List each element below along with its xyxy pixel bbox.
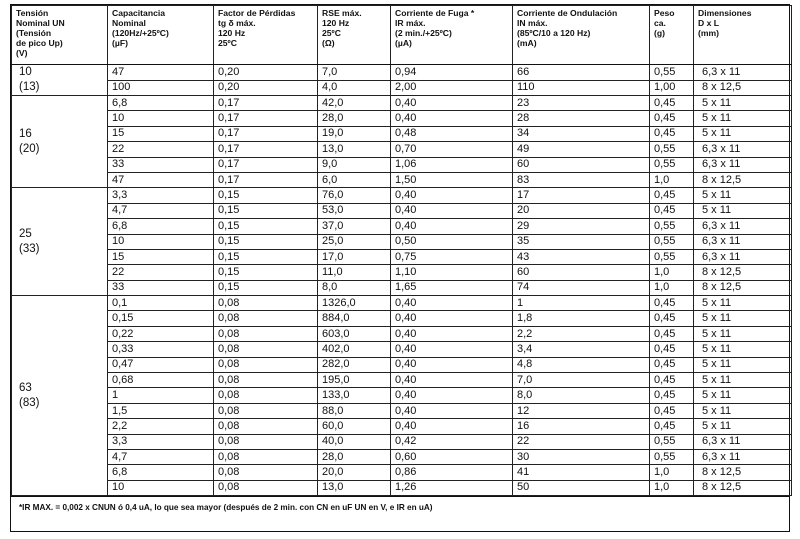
ripple-cell: 20 (513, 203, 650, 218)
weight-cell: 0,55 (650, 434, 694, 449)
ripple-cell: 41 (513, 465, 650, 480)
nominal-voltage: 63 (19, 381, 32, 394)
dimensions-cell: 8 x 12,5 (694, 80, 792, 96)
esr-cell: 60,0 (318, 419, 391, 434)
table-row (12, 172, 792, 187)
loss-factor-cell: 0,08 (214, 419, 318, 434)
header-dimensions: Dimensiones D x L (mm) (694, 6, 792, 65)
dimensions-cell: 5 x 11 (694, 126, 792, 141)
peak-voltage: (13) (19, 81, 40, 93)
loss-factor-cell: 0,08 (214, 465, 318, 480)
loss-factor-cell: 0,15 (214, 265, 318, 280)
table-row (12, 280, 792, 295)
leakage-cell: 0,40 (391, 219, 513, 234)
loss-factor-cell: 0,15 (214, 219, 318, 234)
weight-cell: 0,45 (650, 126, 694, 141)
weight-cell: 0,45 (650, 326, 694, 341)
ripple-cell: 12 (513, 403, 650, 418)
table-row (12, 480, 792, 495)
dimensions-cell: 6,3 x 11 (694, 449, 792, 464)
capacitance-cell: 47 (108, 172, 214, 187)
weight-cell: 1,0 (650, 480, 694, 495)
leakage-cell: 0,40 (391, 419, 513, 434)
ripple-cell: 49 (513, 142, 650, 157)
esr-cell: 7,0 (318, 65, 391, 81)
dimensions-cell: 5 x 11 (694, 357, 792, 372)
weight-cell: 1,0 (650, 280, 694, 295)
loss-factor-cell: 0,15 (214, 249, 318, 264)
capacitance-cell: 0,15 (108, 311, 214, 326)
esr-cell: 133,0 (318, 388, 391, 403)
leakage-cell: 1,10 (391, 265, 513, 280)
weight-cell: 0,45 (650, 111, 694, 126)
esr-cell: 8,0 (318, 280, 391, 295)
leakage-cell: 1,65 (391, 280, 513, 295)
weight-cell: 0,55 (650, 449, 694, 464)
ripple-cell: 30 (513, 449, 650, 464)
esr-cell: 195,0 (318, 373, 391, 388)
capacitance-cell: 0,47 (108, 357, 214, 372)
capacitance-cell: 6,8 (108, 465, 214, 480)
ripple-cell: 60 (513, 265, 650, 280)
loss-factor-cell: 0,08 (214, 326, 318, 341)
header-loss-factor: Factor de Pérdidas tg δ máx. 120 Hz 25ºC (214, 6, 318, 65)
table-row (12, 326, 792, 341)
esr-cell: 76,0 (318, 188, 391, 203)
table-row (12, 234, 792, 249)
weight-cell: 0,55 (650, 142, 694, 157)
header-leakage-current: Corriente de Fuga * IR máx. (2 min./+25ºC) (µA) (391, 6, 513, 65)
ripple-cell: 2,2 (513, 326, 650, 341)
header-capacitance: Capacitancia Nominal (120Hz/+25ºC) (µF) (108, 6, 214, 65)
loss-factor-cell: 0,15 (214, 188, 318, 203)
leakage-cell: 0,42 (391, 434, 513, 449)
loss-factor-cell: 0,20 (214, 80, 318, 96)
table-row (12, 465, 792, 480)
loss-factor-cell: 0,17 (214, 126, 318, 141)
leakage-cell: 0,40 (391, 311, 513, 326)
esr-cell: 40,0 (318, 434, 391, 449)
table-row (12, 449, 792, 464)
loss-factor-cell: 0,08 (214, 373, 318, 388)
header-ripple-current: Corriente de Ondulación IN máx. (85ºC/10 a 120 Hz) (mA) (513, 6, 650, 65)
weight-cell: 0,45 (650, 373, 694, 388)
capacitance-cell: 1 (108, 388, 214, 403)
leakage-cell: 0,40 (391, 342, 513, 357)
table-row (12, 65, 792, 81)
esr-cell: 6,0 (318, 172, 391, 187)
dimensions-cell: 5 x 11 (694, 188, 792, 203)
loss-factor-cell: 0,20 (214, 65, 318, 81)
leakage-cell: 0,40 (391, 111, 513, 126)
header-row (12, 6, 792, 65)
leakage-cell: 0,40 (391, 96, 513, 111)
weight-cell: 0,55 (650, 219, 694, 234)
esr-cell: 28,0 (318, 111, 391, 126)
table-row (12, 434, 792, 449)
peak-voltage: (20) (19, 142, 40, 155)
loss-factor-cell: 0,17 (214, 142, 318, 157)
capacitance-cell: 15 (108, 249, 214, 264)
table-row (12, 311, 792, 326)
dimensions-cell: 6,3 x 11 (694, 219, 792, 234)
capacitance-cell: 6,8 (108, 96, 214, 111)
peak-voltage: (83) (19, 396, 40, 409)
esr-cell: 13,0 (318, 142, 391, 157)
loss-factor-cell: 0,17 (214, 96, 318, 111)
dimensions-cell: 5 x 11 (694, 403, 792, 418)
dimensions-cell: 8 x 12,5 (694, 480, 792, 495)
header-esr: RSE máx. 120 Hz 25ºC (Ω) (318, 6, 391, 65)
loss-factor-cell: 0,08 (214, 388, 318, 403)
table-row (12, 342, 792, 357)
capacitor-spec-table (11, 5, 792, 496)
leakage-cell: 0,50 (391, 234, 513, 249)
nominal-voltage: 25 (19, 227, 32, 240)
spec-table-body (12, 65, 792, 496)
weight-cell: 0,45 (650, 296, 694, 311)
esr-cell: 53,0 (318, 203, 391, 218)
dimensions-cell: 6,3 x 11 (694, 249, 792, 264)
header-voltage: Tensión Nominal UN (Tensión de pico Up) (V) (12, 6, 108, 65)
table-row (12, 357, 792, 372)
capacitance-cell: 3,3 (108, 434, 214, 449)
ripple-cell: 60 (513, 157, 650, 172)
nominal-voltage: 16 (19, 127, 32, 140)
esr-cell: 1326,0 (318, 296, 391, 311)
ripple-cell: 43 (513, 249, 650, 264)
capacitance-cell: 0,22 (108, 326, 214, 341)
esr-cell: 20,0 (318, 465, 391, 480)
capacitance-cell: 1,5 (108, 403, 214, 418)
loss-factor-cell: 0,15 (214, 280, 318, 295)
table-row (12, 142, 792, 157)
ripple-cell: 16 (513, 419, 650, 434)
voltage-group-cell (12, 188, 108, 296)
leakage-cell: 0,40 (391, 357, 513, 372)
capacitance-cell: 33 (108, 280, 214, 295)
weight-cell: 0,45 (650, 388, 694, 403)
table-row (12, 203, 792, 218)
leakage-cell: 0,40 (391, 373, 513, 388)
voltage-group-cell (12, 296, 108, 496)
capacitance-cell: 10 (108, 234, 214, 249)
weight-cell: 0,45 (650, 403, 694, 418)
dimensions-cell: 6,3 x 11 (694, 142, 792, 157)
weight-cell: 1,0 (650, 172, 694, 187)
loss-factor-cell: 0,15 (214, 234, 318, 249)
ripple-cell: 22 (513, 434, 650, 449)
dimensions-cell: 5 x 11 (694, 203, 792, 218)
esr-cell: 9,0 (318, 157, 391, 172)
capacitance-cell: 22 (108, 142, 214, 157)
weight-cell: 1,0 (650, 465, 694, 480)
esr-cell: 884,0 (318, 311, 391, 326)
loss-factor-cell: 0,08 (214, 449, 318, 464)
weight-cell: 0,45 (650, 357, 694, 372)
ripple-cell: 110 (513, 80, 650, 96)
esr-cell: 88,0 (318, 403, 391, 418)
loss-factor-cell: 0,08 (214, 357, 318, 372)
dimensions-cell: 5 x 11 (694, 111, 792, 126)
dimensions-cell: 6,3 x 11 (694, 234, 792, 249)
loss-factor-cell: 0,15 (214, 203, 318, 218)
leakage-cell: 1,06 (391, 157, 513, 172)
esr-cell: 402,0 (318, 342, 391, 357)
dimensions-cell: 8 x 12,5 (694, 172, 792, 187)
capacitance-cell: 2,2 (108, 419, 214, 434)
capacitance-cell: 0,33 (108, 342, 214, 357)
capacitance-cell: 3,3 (108, 188, 214, 203)
dimensions-cell: 5 x 11 (694, 96, 792, 111)
esr-cell: 13,0 (318, 480, 391, 495)
weight-cell: 0,55 (650, 234, 694, 249)
esr-cell: 19,0 (318, 126, 391, 141)
capacitance-cell: 100 (108, 80, 214, 96)
weight-cell: 0,45 (650, 96, 694, 111)
dimensions-cell: 5 x 11 (694, 342, 792, 357)
weight-cell: 1,0 (650, 265, 694, 280)
leakage-cell: 0,40 (391, 188, 513, 203)
weight-cell: 0,45 (650, 419, 694, 434)
capacitor-spec-sheet (10, 4, 790, 532)
table-row (12, 96, 792, 111)
table-row (12, 296, 792, 311)
capacitance-cell: 4,7 (108, 449, 214, 464)
capacitance-cell: 10 (108, 111, 214, 126)
capacitance-cell: 10 (108, 480, 214, 495)
leakage-cell: 1,50 (391, 172, 513, 187)
esr-cell: 4,0 (318, 80, 391, 96)
ripple-cell: 83 (513, 172, 650, 187)
weight-cell: 0,45 (650, 311, 694, 326)
loss-factor-cell: 0,08 (214, 403, 318, 418)
esr-cell: 25,0 (318, 234, 391, 249)
ripple-cell: 28 (513, 111, 650, 126)
leakage-cell: 0,48 (391, 126, 513, 141)
esr-cell: 28,0 (318, 449, 391, 464)
leakage-cell: 0,40 (391, 403, 513, 418)
leakage-cell: 2,00 (391, 80, 513, 96)
weight-cell: 0,45 (650, 188, 694, 203)
loss-factor-cell: 0,17 (214, 172, 318, 187)
capacitance-cell: 22 (108, 265, 214, 280)
dimensions-cell: 8 x 12,5 (694, 265, 792, 280)
esr-cell: 603,0 (318, 326, 391, 341)
leakage-cell: 1,26 (391, 480, 513, 495)
esr-cell: 42,0 (318, 96, 391, 111)
loss-factor-cell: 0,08 (214, 296, 318, 311)
weight-cell: 0,55 (650, 65, 694, 81)
table-row (12, 419, 792, 434)
ripple-cell: 3,4 (513, 342, 650, 357)
esr-cell: 37,0 (318, 219, 391, 234)
table-row (12, 157, 792, 172)
leakage-cell: 0,75 (391, 249, 513, 264)
voltage-group-cell (12, 65, 108, 96)
dimensions-cell: 6,3 x 11 (694, 157, 792, 172)
table-row (12, 249, 792, 264)
dimensions-cell: 5 x 11 (694, 326, 792, 341)
table-row (12, 388, 792, 403)
dimensions-cell: 8 x 12,5 (694, 465, 792, 480)
leakage-cell: 0,86 (391, 465, 513, 480)
nominal-voltage: 10 (19, 66, 32, 78)
weight-cell: 0,45 (650, 342, 694, 357)
capacitance-cell: 15 (108, 126, 214, 141)
ripple-cell: 8,0 (513, 388, 650, 403)
ripple-cell: 34 (513, 126, 650, 141)
capacitance-cell: 47 (108, 65, 214, 81)
table-row (12, 219, 792, 234)
capacitance-cell: 4,7 (108, 203, 214, 218)
leakage-cell: 0,40 (391, 203, 513, 218)
capacitance-cell: 33 (108, 157, 214, 172)
loss-factor-cell: 0,08 (214, 342, 318, 357)
dimensions-cell: 5 x 11 (694, 296, 792, 311)
weight-cell: 0,45 (650, 203, 694, 218)
leakage-cell: 0,60 (391, 449, 513, 464)
peak-voltage: (33) (19, 242, 40, 255)
dimensions-cell: 5 x 11 (694, 388, 792, 403)
table-row (12, 403, 792, 418)
dimensions-cell: 5 x 11 (694, 373, 792, 388)
capacitance-cell: 0,1 (108, 296, 214, 311)
dimensions-cell: 5 x 11 (694, 419, 792, 434)
table-row (12, 80, 792, 96)
table-row (12, 111, 792, 126)
weight-cell: 1,00 (650, 80, 694, 96)
leakage-cell: 0,40 (391, 326, 513, 341)
esr-cell: 17,0 (318, 249, 391, 264)
loss-factor-cell: 0,17 (214, 157, 318, 172)
ripple-cell: 74 (513, 280, 650, 295)
esr-cell: 11,0 (318, 265, 391, 280)
esr-cell: 282,0 (318, 357, 391, 372)
ripple-cell: 50 (513, 480, 650, 495)
loss-factor-cell: 0,08 (214, 480, 318, 495)
dimensions-cell: 6,3 x 11 (694, 434, 792, 449)
ripple-cell: 23 (513, 96, 650, 111)
capacitance-cell: 6,8 (108, 219, 214, 234)
weight-cell: 0,55 (650, 249, 694, 264)
header-weight: Peso ca. (g) (650, 6, 694, 65)
ripple-cell: 4,8 (513, 357, 650, 372)
loss-factor-cell: 0,08 (214, 434, 318, 449)
dimensions-cell: 8 x 12,5 (694, 280, 792, 295)
dimensions-cell: 5 x 11 (694, 311, 792, 326)
ripple-cell: 66 (513, 65, 650, 81)
ripple-cell: 1 (513, 296, 650, 311)
table-row (12, 373, 792, 388)
table-row (12, 265, 792, 280)
ripple-cell: 7,0 (513, 373, 650, 388)
footnote: *IR MAX. = 0,002 x CNUN ó 0,4 uA, lo que sea mayor (después de 2 min. con CN en uF UN en V, e IR en uA) (11, 496, 789, 520)
voltage-group-cell (12, 96, 108, 188)
weight-cell: 0,55 (650, 157, 694, 172)
dimensions-cell: 6,3 x 11 (694, 65, 792, 81)
leakage-cell: 0,40 (391, 388, 513, 403)
table-row (12, 188, 792, 203)
table-row (12, 126, 792, 141)
loss-factor-cell: 0,08 (214, 311, 318, 326)
ripple-cell: 17 (513, 188, 650, 203)
ripple-cell: 1,8 (513, 311, 650, 326)
loss-factor-cell: 0,17 (214, 111, 318, 126)
leakage-cell: 0,70 (391, 142, 513, 157)
leakage-cell: 0,94 (391, 65, 513, 81)
leakage-cell: 0,40 (391, 296, 513, 311)
ripple-cell: 35 (513, 234, 650, 249)
ripple-cell: 29 (513, 219, 650, 234)
capacitance-cell: 0,68 (108, 373, 214, 388)
